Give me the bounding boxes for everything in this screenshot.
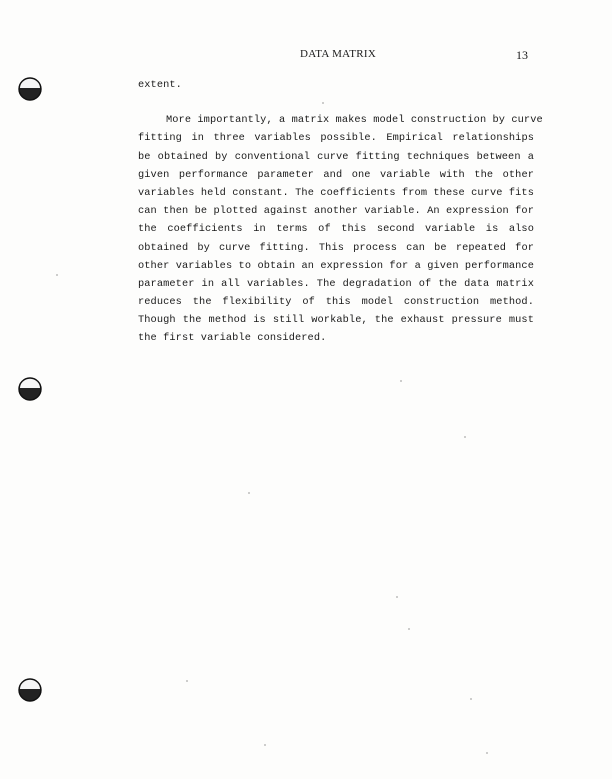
running-header xyxy=(0,48,612,68)
binder-hole-icon xyxy=(17,376,43,402)
text-line: parameter in all variables. The degradation of the data matrix xyxy=(138,277,534,290)
text-line: other variables to obtain an expression for a given performance xyxy=(138,259,534,272)
page-number: 13 xyxy=(516,48,528,62)
text-line: extent. xyxy=(138,79,182,91)
scan-speck xyxy=(408,628,410,630)
body-paragraphs xyxy=(138,76,543,348)
scan-speck xyxy=(186,680,188,682)
running-title: DATA MATRIX xyxy=(300,48,377,60)
text-line: the first variable considered. xyxy=(138,332,327,345)
binder-hole-icon xyxy=(17,677,43,703)
scan-speck xyxy=(464,436,466,438)
scan-speck xyxy=(264,744,266,746)
scan-speck xyxy=(400,380,402,382)
scan-speck xyxy=(486,752,488,754)
text-line: fitting in three variables possible. Empirical relationships xyxy=(138,132,534,145)
scan-speck xyxy=(248,492,250,494)
text-line: reduces the flexibility of this model construction method. xyxy=(138,296,534,309)
scan-speck xyxy=(322,102,324,104)
text-line: given performance parameter and one variable with the other xyxy=(138,168,534,181)
binder-hole-icon xyxy=(17,76,43,102)
text-line: variables held constant. The coefficients from these curve fits xyxy=(138,186,534,199)
text-line: More importantly, a matrix makes model construction by curve xyxy=(166,114,543,127)
text-line: be obtained by conventional curve fitting techniques between a xyxy=(138,150,534,163)
text-line: can then be plotted against another variable. An expression for xyxy=(138,205,534,218)
scan-speck xyxy=(396,596,398,598)
scan-speck xyxy=(470,698,472,700)
text-line: obtained by curve fitting. This process can be repeated for xyxy=(138,241,534,254)
scan-speck xyxy=(56,274,58,276)
text-line: Though the method is still workable, the exhaust pressure must xyxy=(138,314,534,327)
text-line: the coefficients in terms of this second variable is also xyxy=(138,223,534,236)
